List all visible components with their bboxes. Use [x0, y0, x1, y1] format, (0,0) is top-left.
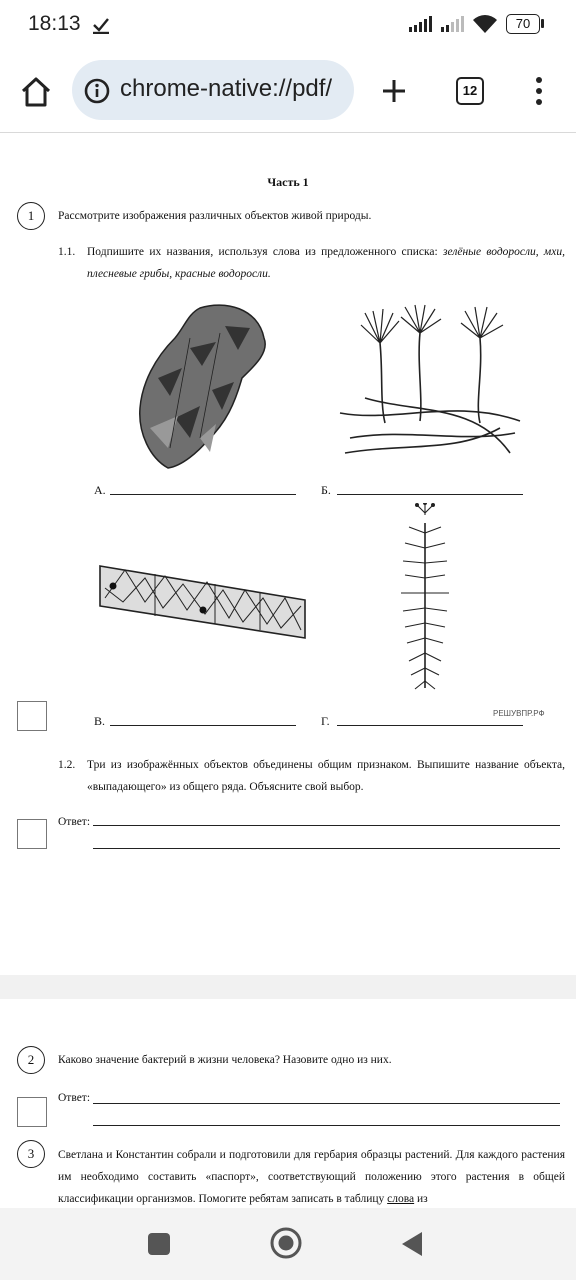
home-icon[interactable] [20, 76, 52, 108]
recents-icon[interactable] [148, 1233, 170, 1255]
battery-tip [541, 19, 544, 28]
question-1-text: Рассмотрите изображения различных объектов живой природы. [58, 210, 372, 222]
moss-image [395, 503, 455, 693]
question-1-number: 1 [17, 202, 45, 230]
mold-fungi-image [335, 303, 525, 468]
pdf-page-1 [0, 133, 576, 975]
question-2-number: 2 [17, 1046, 45, 1074]
pdf-page-2 [0, 999, 576, 1208]
score-box-1-2[interactable] [17, 819, 47, 849]
pdf-viewer[interactable] [0, 133, 576, 1208]
watermark: РЕШУВПР.РФ [493, 709, 545, 718]
answer-label-1: Ответ: [58, 816, 91, 828]
signal-icon [408, 15, 436, 33]
score-box-2[interactable] [17, 1097, 47, 1127]
status-bar [0, 0, 576, 50]
url-text[interactable]: chrome-native://pdf/ [120, 75, 333, 102]
answer-line-1-2[interactable] [93, 848, 560, 849]
more-menu-icon[interactable] [534, 76, 544, 106]
label-a: А. [94, 483, 106, 497]
browser-toolbar [0, 50, 576, 133]
answer-line-2-2[interactable] [93, 1125, 560, 1126]
info-icon[interactable] [84, 78, 110, 104]
subquestion-1-1-main: Подпишите их названия, используя слова из предложенного списка: [87, 246, 438, 258]
question-3-main: Светлана и Константин собрали и подготовили для гербария образцы растений. Для каждого растения им необходимо составить «паспорт», соответствующий положению этого растения в общей классификации организмов. Помогите ребятам записать в таблицу [58, 1149, 565, 1205]
battery-icon [506, 14, 540, 34]
answer-line-2-1[interactable] [93, 1103, 560, 1104]
label-v: В. [94, 714, 106, 728]
clock: 18:13 [28, 12, 81, 35]
subquestion-1-1-text [87, 241, 565, 285]
question-2-text: Каково значение бактерий в жизни человека? Назовите одно из них. [58, 1054, 392, 1066]
question-3-underlined: слова [387, 1193, 415, 1205]
new-tab-icon[interactable] [380, 77, 408, 105]
answer-line-v[interactable] [110, 725, 296, 726]
signal-2-icon [440, 15, 468, 33]
red-algae-image [130, 298, 270, 473]
home-circle-icon[interactable] [269, 1226, 303, 1260]
subquestion-1-2-number: 1.2. [58, 759, 76, 771]
check-download-icon [92, 16, 110, 34]
answer-line-1-1[interactable] [93, 825, 560, 826]
answer-label-2: Ответ: [58, 1092, 91, 1104]
green-algae-image [95, 558, 310, 643]
part-heading: Часть 1 [267, 175, 309, 189]
label-g: Г. [321, 714, 330, 728]
answer-line-g[interactable] [337, 725, 523, 726]
question-3-number: 3 [17, 1140, 45, 1168]
subquestion-1-2-text: Три из изображённых объектов объединены общим признаком. Выпишите название объекта, «выпадающего» из общего ряда. Объясните свой выбор. [87, 759, 565, 793]
answer-line-a[interactable] [110, 494, 296, 495]
answer-line-b[interactable] [337, 494, 523, 495]
subquestion-1-1-number: 1.1. [58, 246, 76, 258]
address-bar[interactable] [72, 60, 354, 120]
question-3-text [58, 1144, 565, 1208]
tab-switcher-button[interactable]: 12 [456, 77, 484, 105]
system-nav-bar [0, 1208, 576, 1280]
label-b: Б. [321, 483, 331, 497]
score-box-1-1[interactable] [17, 701, 47, 731]
back-icon[interactable] [400, 1230, 424, 1258]
question-3-end: из [417, 1193, 428, 1205]
subquestion-1-1-options: зелёные водоросли, мхи, плесневые грибы, красные водоросли. [87, 246, 565, 280]
wifi-icon [472, 13, 498, 35]
battery-level: 70 [515, 16, 531, 31]
